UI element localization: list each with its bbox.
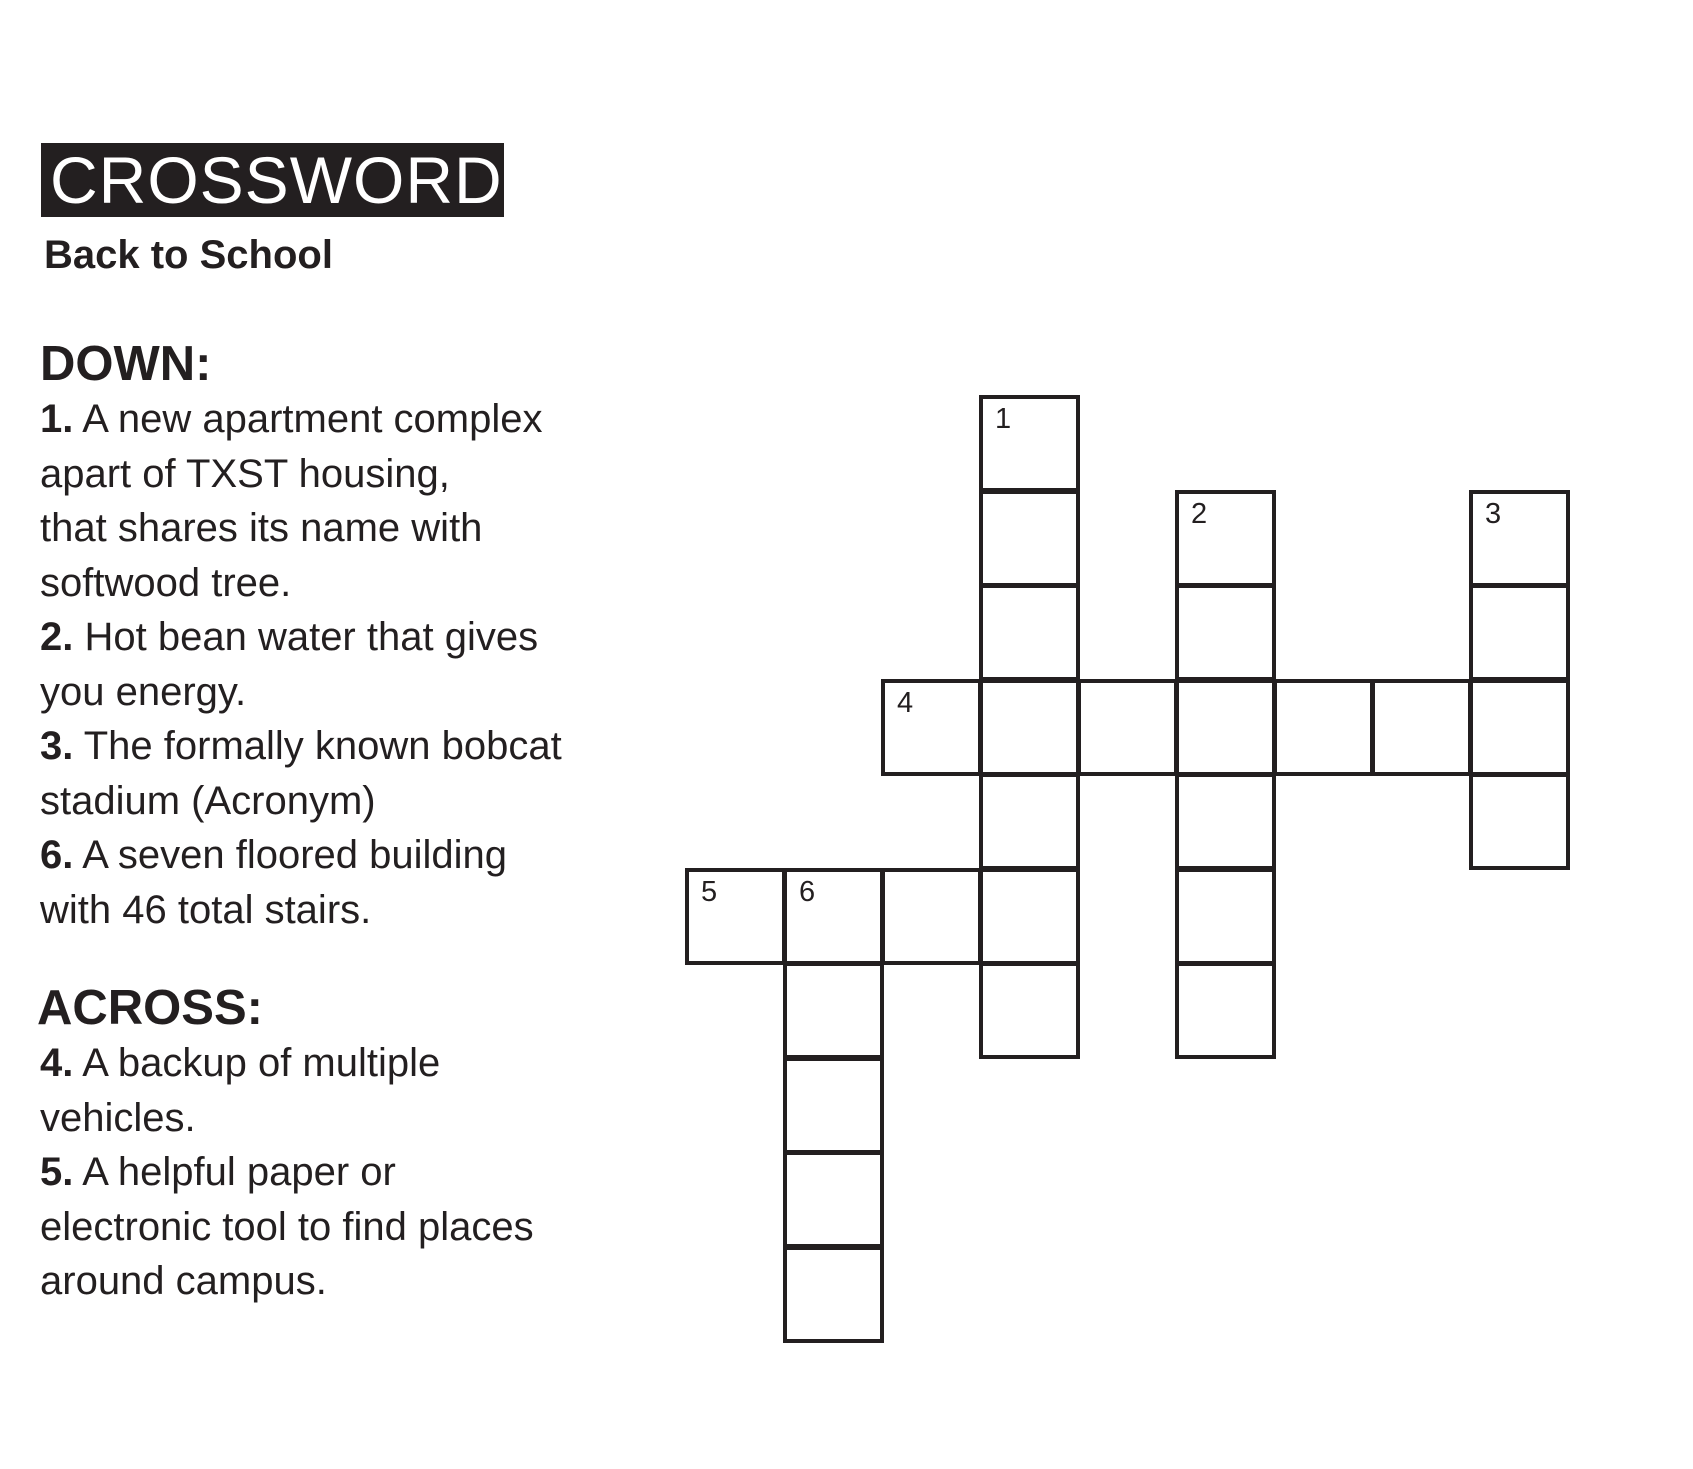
cell-number: 3 <box>1485 497 1502 530</box>
clue-text: vehicles. <box>40 1095 196 1140</box>
clue-line <box>40 447 562 502</box>
grid-cell[interactable] <box>1469 490 1570 587</box>
grid-cell[interactable] <box>685 868 786 965</box>
clue-number: 2. <box>40 615 74 659</box>
clue-text: you energy. <box>40 669 247 714</box>
clue-line <box>40 1091 534 1146</box>
across-clue-list <box>40 1036 534 1309</box>
grid-cell[interactable] <box>881 868 982 965</box>
cell-number: 1 <box>995 403 1012 435</box>
grid-cell[interactable] <box>979 584 1080 681</box>
cell-number: 4 <box>897 686 914 719</box>
grid-cell[interactable] <box>1175 773 1276 870</box>
grid-cell[interactable] <box>1175 962 1276 1059</box>
clue-line <box>40 1145 534 1200</box>
clue-text: that shares its name with <box>40 506 483 550</box>
clue-text: A helpful paper or <box>82 1150 396 1194</box>
clue-line <box>40 665 562 720</box>
grid-cell[interactable] <box>1371 679 1472 776</box>
clue-line <box>40 828 562 883</box>
grid-cell[interactable] <box>1469 679 1570 776</box>
grid-cell[interactable] <box>881 679 982 776</box>
grid-cell[interactable] <box>1273 679 1374 776</box>
clue-number: 1. <box>40 397 74 441</box>
down-heading: DOWN: <box>40 337 212 391</box>
down-clue-list <box>40 392 562 937</box>
down-clue <box>40 828 562 937</box>
clue-text: softwood tree. <box>40 560 292 605</box>
title-banner <box>41 143 504 217</box>
clue-line <box>40 1036 534 1091</box>
clue-number: 3. <box>40 724 74 768</box>
grid-cell[interactable] <box>979 490 1080 587</box>
clue-number: 5. <box>40 1150 74 1194</box>
down-clue <box>40 392 562 610</box>
clue-text: electronic tool to find places <box>40 1204 534 1249</box>
grid-cell[interactable] <box>1175 868 1276 965</box>
down-clue <box>40 610 562 719</box>
down-clue <box>40 719 562 828</box>
grid-cell[interactable] <box>1175 679 1276 776</box>
grid-cell[interactable] <box>979 773 1080 870</box>
clue-line <box>40 883 562 938</box>
grid-cell[interactable] <box>1175 584 1276 681</box>
across-clue <box>40 1145 534 1309</box>
grid-cell[interactable] <box>1469 773 1570 870</box>
clue-text: with 46 total stairs. <box>40 887 372 932</box>
grid-cell[interactable] <box>979 962 1080 1059</box>
puzzle-subtitle: Back to School <box>44 233 333 277</box>
grid-cell[interactable] <box>783 868 884 965</box>
clue-number: 6. <box>40 833 74 877</box>
clue-text: around campus. <box>40 1259 327 1303</box>
cell-number: 5 <box>701 875 718 908</box>
clue-text: apart of TXST housing, <box>40 451 450 496</box>
clue-number: 4. <box>40 1041 74 1085</box>
grid-cell[interactable] <box>979 679 1080 776</box>
clue-text: A new apartment complex <box>82 397 543 441</box>
clue-line <box>40 1200 534 1255</box>
clue-line <box>40 501 562 556</box>
clue-text: A seven floored building <box>82 833 508 877</box>
cell-number: 2 <box>1191 497 1208 530</box>
page-title: CROSSWORD <box>50 143 503 217</box>
clue-text: A backup of multiple <box>82 1041 441 1085</box>
grid-cell[interactable] <box>1077 679 1178 776</box>
grid-cell[interactable] <box>783 1057 884 1154</box>
clue-line <box>40 719 562 774</box>
grid-cell[interactable] <box>1469 584 1570 681</box>
clue-line <box>40 392 562 447</box>
grid-cell[interactable] <box>783 962 884 1059</box>
grid-cell[interactable] <box>783 1151 884 1248</box>
across-clue <box>40 1036 534 1145</box>
grid-cell[interactable] <box>979 395 1080 492</box>
clue-text: Hot bean water that gives <box>84 615 539 659</box>
cell-number: 6 <box>799 875 816 908</box>
grid-cell[interactable] <box>783 1246 884 1343</box>
clue-line <box>40 1254 534 1309</box>
grid-cell[interactable] <box>1175 490 1276 587</box>
grid-cell[interactable] <box>979 868 1080 965</box>
clue-line <box>40 556 562 611</box>
clue-line <box>40 774 562 829</box>
clue-text: stadium (Acronym) <box>40 778 376 823</box>
clue-text: The formally known bobcat <box>83 724 562 768</box>
across-heading: ACROSS: <box>37 981 263 1035</box>
clue-line <box>40 610 562 665</box>
